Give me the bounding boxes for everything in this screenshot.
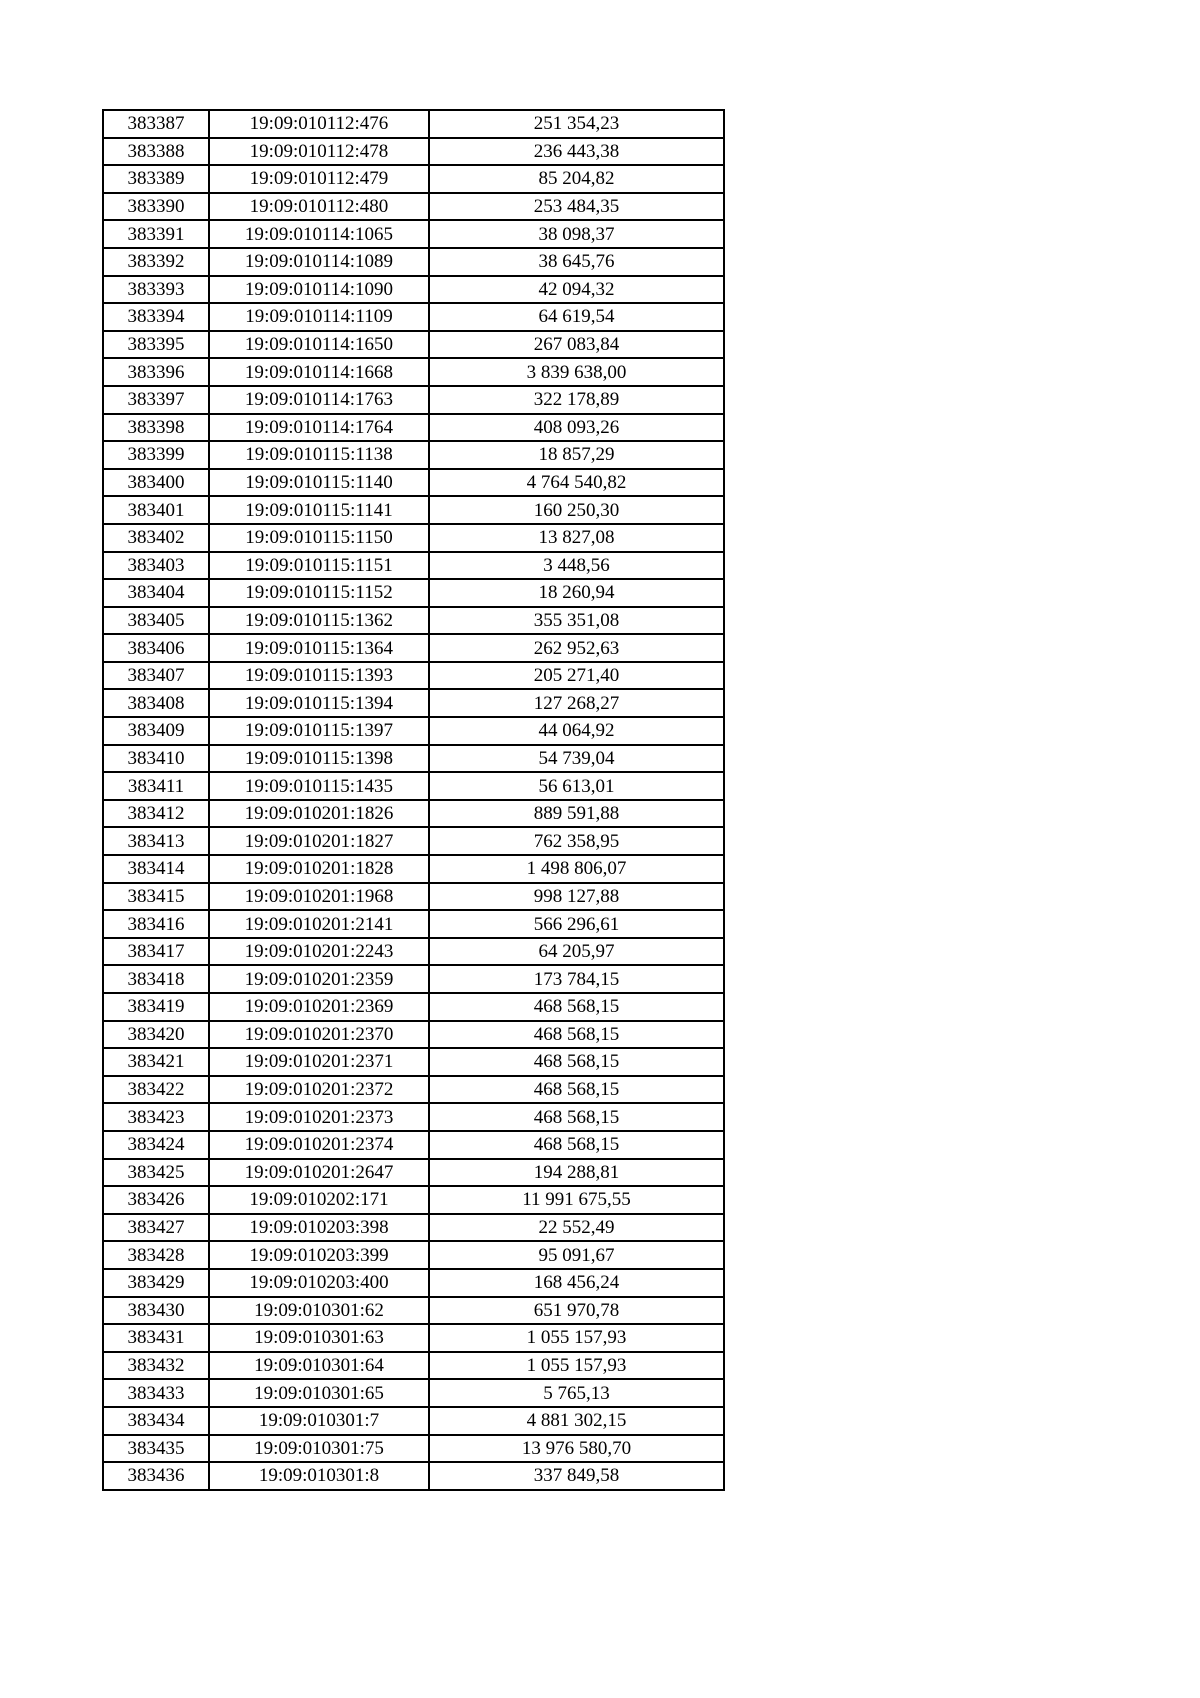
table-row: [103, 110, 724, 138]
cadastral-value-cell: 4 881 302,15: [429, 1407, 724, 1435]
cadastral-value-cell: 337 849,58: [429, 1462, 724, 1490]
cadastral-number-cell: 19:09:010112:478: [209, 138, 429, 166]
row-number-cell: 383414: [103, 855, 209, 883]
row-number-cell: 383429: [103, 1269, 209, 1297]
row-number-cell: 383395: [103, 331, 209, 359]
row-number-cell: 383413: [103, 827, 209, 855]
cadastral-number-cell: 19:09:010301:62: [209, 1297, 429, 1325]
cadastral-value-cell: 468 568,15: [429, 993, 724, 1021]
cadastral-value-cell: 11 991 675,55: [429, 1186, 724, 1214]
cadastral-value-cell: 468 568,15: [429, 1103, 724, 1131]
cadastral-number-cell: 19:09:010201:2374: [209, 1131, 429, 1159]
row-number-cell: 383406: [103, 634, 209, 662]
row-number-cell: 383410: [103, 745, 209, 773]
cadastral-value-cell: 205 271,40: [429, 662, 724, 690]
row-number-cell: 383401: [103, 496, 209, 524]
cadastral-value-cell: 42 094,32: [429, 276, 724, 304]
cadastral-value-cell: 322 178,89: [429, 386, 724, 414]
cadastral-number-cell: 19:09:010301:65: [209, 1379, 429, 1407]
row-number-cell: 383403: [103, 552, 209, 580]
table-row: [103, 303, 724, 331]
row-number-cell: 383436: [103, 1462, 209, 1490]
table-row: [103, 386, 724, 414]
cadastral-value-cell: 262 952,63: [429, 634, 724, 662]
cadastral-number-cell: 19:09:010114:1109: [209, 303, 429, 331]
table-row: [103, 634, 724, 662]
table-row: [103, 855, 724, 883]
cadastral-number-cell: 19:09:010201:2372: [209, 1076, 429, 1104]
table-row: [103, 220, 724, 248]
cadastral-value-cell: 468 568,15: [429, 1048, 724, 1076]
cadastral-value-cell: 95 091,67: [429, 1241, 724, 1269]
cadastral-value-cell: 408 093,26: [429, 414, 724, 442]
row-number-cell: 383389: [103, 165, 209, 193]
table-row: [103, 662, 724, 690]
row-number-cell: 383424: [103, 1131, 209, 1159]
cadastral-number-cell: 19:09:010114:1668: [209, 358, 429, 386]
row-number-cell: 383391: [103, 220, 209, 248]
cadastral-number-cell: 19:09:010114:1065: [209, 220, 429, 248]
cadastral-value-cell: 1 498 806,07: [429, 855, 724, 883]
table-row: [103, 1159, 724, 1187]
cadastral-value-cell: 889 591,88: [429, 800, 724, 828]
table-row: [103, 1462, 724, 1490]
cadastral-number-cell: 19:09:010115:1150: [209, 524, 429, 552]
table-row: [103, 965, 724, 993]
cadastral-value-cell: 22 552,49: [429, 1214, 724, 1242]
row-number-cell: 383400: [103, 469, 209, 497]
row-number-cell: 383412: [103, 800, 209, 828]
table-row: [103, 1186, 724, 1214]
row-number-cell: 383405: [103, 607, 209, 635]
cadastral-value-cell: 18 857,29: [429, 441, 724, 469]
row-number-cell: 383428: [103, 1241, 209, 1269]
cadastral-number-cell: 19:09:010115:1397: [209, 717, 429, 745]
cadastral-number-cell: 19:09:010202:171: [209, 1186, 429, 1214]
table-row: [103, 276, 724, 304]
row-number-cell: 383420: [103, 1021, 209, 1049]
table-row: [103, 358, 724, 386]
table-row: [103, 1269, 724, 1297]
cadastral-value-cell: 468 568,15: [429, 1021, 724, 1049]
table-row: [103, 1048, 724, 1076]
cadastral-value-cell: 3 448,56: [429, 552, 724, 580]
row-number-cell: 383398: [103, 414, 209, 442]
table-row: [103, 1435, 724, 1463]
cadastral-number-cell: 19:09:010112:480: [209, 193, 429, 221]
table-row: [103, 1214, 724, 1242]
row-number-cell: 383427: [103, 1214, 209, 1242]
table-row: [103, 745, 724, 773]
cadastral-value-cell: 56 613,01: [429, 772, 724, 800]
table-row: [103, 248, 724, 276]
row-number-cell: 383434: [103, 1407, 209, 1435]
table-row: [103, 165, 724, 193]
cadastral-value-cell: 236 443,38: [429, 138, 724, 166]
table-row: [103, 772, 724, 800]
row-number-cell: 383416: [103, 910, 209, 938]
row-number-cell: 383422: [103, 1076, 209, 1104]
table-row: [103, 1379, 724, 1407]
cadastral-value-cell: 1 055 157,93: [429, 1324, 724, 1352]
row-number-cell: 383392: [103, 248, 209, 276]
table-row: [103, 1076, 724, 1104]
row-number-cell: 383393: [103, 276, 209, 304]
row-number-cell: 383411: [103, 772, 209, 800]
cadastral-value-cell: 18 260,94: [429, 579, 724, 607]
table-row: [103, 800, 724, 828]
cadastral-number-cell: 19:09:010301:7: [209, 1407, 429, 1435]
table-row: [103, 496, 724, 524]
row-number-cell: 383407: [103, 662, 209, 690]
cadastral-number-cell: 19:09:010301:64: [209, 1352, 429, 1380]
cadastral-number-cell: 19:09:010201:2373: [209, 1103, 429, 1131]
row-number-cell: 383402: [103, 524, 209, 552]
cadastral-number-cell: 19:09:010201:1968: [209, 883, 429, 911]
table-row: [103, 827, 724, 855]
cadastral-number-cell: 19:09:010201:2141: [209, 910, 429, 938]
cadastral-number-cell: 19:09:010114:1090: [209, 276, 429, 304]
cadastral-value-cell: 38 098,37: [429, 220, 724, 248]
row-number-cell: 383387: [103, 110, 209, 138]
cadastral-number-cell: 19:09:010115:1151: [209, 552, 429, 580]
row-number-cell: 383426: [103, 1186, 209, 1214]
cadastral-number-cell: 19:09:010201:2369: [209, 993, 429, 1021]
cadastral-value-cell: 253 484,35: [429, 193, 724, 221]
cadastral-number-cell: 19:09:010115:1394: [209, 689, 429, 717]
table-row: [103, 689, 724, 717]
row-number-cell: 383408: [103, 689, 209, 717]
cadastral-number-cell: 19:09:010114:1089: [209, 248, 429, 276]
row-number-cell: 383430: [103, 1297, 209, 1325]
cadastral-number-cell: 19:09:010201:2370: [209, 1021, 429, 1049]
cadastral-number-cell: 19:09:010112:476: [209, 110, 429, 138]
cadastral-number-cell: 19:09:010115:1152: [209, 579, 429, 607]
row-number-cell: 383421: [103, 1048, 209, 1076]
cadastral-number-cell: 19:09:010301:75: [209, 1435, 429, 1463]
cadastral-value-cell: 85 204,82: [429, 165, 724, 193]
cadastral-number-cell: 19:09:010115:1138: [209, 441, 429, 469]
table-row: [103, 883, 724, 911]
cadastral-value-cell: 468 568,15: [429, 1131, 724, 1159]
cadastral-number-cell: 19:09:010201:1827: [209, 827, 429, 855]
cadastral-number-cell: 19:09:010115:1362: [209, 607, 429, 635]
cadastral-number-cell: 19:09:010201:2243: [209, 938, 429, 966]
row-number-cell: 383433: [103, 1379, 209, 1407]
cadastral-number-cell: 19:09:010201:2359: [209, 965, 429, 993]
cadastral-number-cell: 19:09:010114:1763: [209, 386, 429, 414]
row-number-cell: 383409: [103, 717, 209, 745]
cadastral-value-cell: 251 354,23: [429, 110, 724, 138]
row-number-cell: 383390: [103, 193, 209, 221]
cadastral-value-cell: 173 784,15: [429, 965, 724, 993]
table-row: [103, 910, 724, 938]
row-number-cell: 383431: [103, 1324, 209, 1352]
cadastral-number-cell: 19:09:010115:1398: [209, 745, 429, 773]
cadastral-number-cell: 19:09:010201:1828: [209, 855, 429, 883]
row-number-cell: 383388: [103, 138, 209, 166]
cadastral-value-cell: 998 127,88: [429, 883, 724, 911]
cadastral-value-cell: 127 268,27: [429, 689, 724, 717]
cadastral-number-cell: 19:09:010115:1140: [209, 469, 429, 497]
cadastral-value-cell: 168 456,24: [429, 1269, 724, 1297]
cadastral-value-cell: 3 839 638,00: [429, 358, 724, 386]
cadastral-value-cell: 468 568,15: [429, 1076, 724, 1104]
cadastral-value-cell: 1 055 157,93: [429, 1352, 724, 1380]
cadastral-number-cell: 19:09:010114:1764: [209, 414, 429, 442]
cadastral-value-table: [102, 109, 725, 1491]
table-row: [103, 717, 724, 745]
table-row: [103, 1131, 724, 1159]
table-row: [103, 938, 724, 966]
cadastral-value-cell: 4 764 540,82: [429, 469, 724, 497]
cadastral-number-cell: 19:09:010301:8: [209, 1462, 429, 1490]
cadastral-number-cell: 19:09:010115:1364: [209, 634, 429, 662]
table-body: [103, 110, 724, 1490]
table-row: [103, 1241, 724, 1269]
row-number-cell: 383418: [103, 965, 209, 993]
cadastral-number-cell: 19:09:010112:479: [209, 165, 429, 193]
table-row: [103, 469, 724, 497]
row-number-cell: 383399: [103, 441, 209, 469]
cadastral-number-cell: 19:09:010115:1141: [209, 496, 429, 524]
table-row: [103, 552, 724, 580]
cadastral-number-cell: 19:09:010203:399: [209, 1241, 429, 1269]
table-row: [103, 414, 724, 442]
table-row: [103, 1103, 724, 1131]
table-row: [103, 524, 724, 552]
cadastral-value-cell: 13 976 580,70: [429, 1435, 724, 1463]
row-number-cell: 383404: [103, 579, 209, 607]
row-number-cell: 383419: [103, 993, 209, 1021]
cadastral-value-cell: 651 970,78: [429, 1297, 724, 1325]
cadastral-number-cell: 19:09:010115:1435: [209, 772, 429, 800]
row-number-cell: 383432: [103, 1352, 209, 1380]
cadastral-number-cell: 19:09:010201:1826: [209, 800, 429, 828]
table-row: [103, 193, 724, 221]
table-row: [103, 579, 724, 607]
cadastral-value-cell: 355 351,08: [429, 607, 724, 635]
cadastral-number-cell: 19:09:010115:1393: [209, 662, 429, 690]
cadastral-value-cell: 5 765,13: [429, 1379, 724, 1407]
table-row: [103, 138, 724, 166]
cadastral-number-cell: 19:09:010114:1650: [209, 331, 429, 359]
cadastral-value-cell: 194 288,81: [429, 1159, 724, 1187]
cadastral-value-cell: 44 064,92: [429, 717, 724, 745]
cadastral-value-cell: 38 645,76: [429, 248, 724, 276]
row-number-cell: 383415: [103, 883, 209, 911]
table-row: [103, 1407, 724, 1435]
row-number-cell: 383394: [103, 303, 209, 331]
table-row: [103, 607, 724, 635]
table-row: [103, 1021, 724, 1049]
cadastral-number-cell: 19:09:010201:2371: [209, 1048, 429, 1076]
cadastral-number-cell: 19:09:010301:63: [209, 1324, 429, 1352]
row-number-cell: 383396: [103, 358, 209, 386]
cadastral-value-cell: 762 358,95: [429, 827, 724, 855]
table-row: [103, 441, 724, 469]
row-number-cell: 383435: [103, 1435, 209, 1463]
cadastral-number-cell: 19:09:010201:2647: [209, 1159, 429, 1187]
cadastral-value-cell: 64 619,54: [429, 303, 724, 331]
cadastral-value-cell: 54 739,04: [429, 745, 724, 773]
table-row: [103, 993, 724, 1021]
row-number-cell: 383425: [103, 1159, 209, 1187]
cadastral-value-cell: 13 827,08: [429, 524, 724, 552]
table-row: [103, 331, 724, 359]
row-number-cell: 383397: [103, 386, 209, 414]
cadastral-value-cell: 160 250,30: [429, 496, 724, 524]
table-row: [103, 1324, 724, 1352]
cadastral-value-cell: 566 296,61: [429, 910, 724, 938]
table-row: [103, 1297, 724, 1325]
table-row: [103, 1352, 724, 1380]
row-number-cell: 383423: [103, 1103, 209, 1131]
cadastral-number-cell: 19:09:010203:400: [209, 1269, 429, 1297]
cadastral-value-cell: 64 205,97: [429, 938, 724, 966]
cadastral-value-cell: 267 083,84: [429, 331, 724, 359]
cadastral-number-cell: 19:09:010203:398: [209, 1214, 429, 1242]
row-number-cell: 383417: [103, 938, 209, 966]
